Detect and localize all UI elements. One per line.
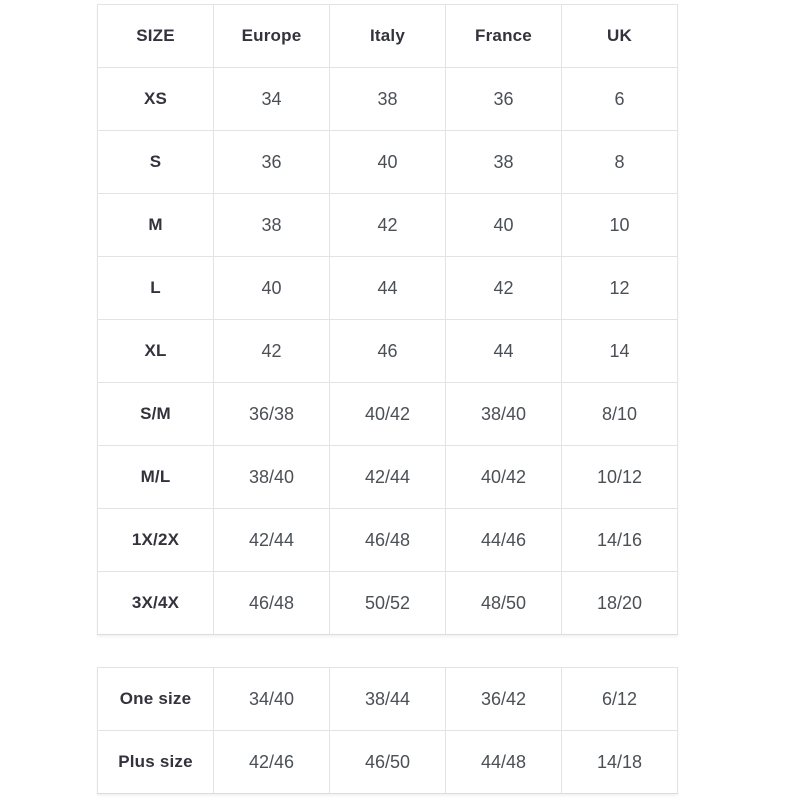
size-value: 14 [562,320,678,383]
size-value: 10 [562,194,678,257]
size-label: XL [98,320,214,383]
size-value: 18/20 [562,572,678,635]
size-value: 44/46 [446,509,562,572]
size-value: 38 [330,68,446,131]
size-value: 40 [214,257,330,320]
size-value: 44/48 [446,731,562,794]
size-label: 3X/4X [98,572,214,635]
table-row-m [98,194,678,257]
size-value: 40 [446,194,562,257]
size-value: 6/12 [562,668,678,731]
size-label: M/L [98,446,214,509]
size-value: 36 [446,68,562,131]
size-label: 1X/2X [98,509,214,572]
table-header-row [98,5,678,68]
size-value: 46 [330,320,446,383]
size-value: 44 [446,320,562,383]
column-header-uk: UK [562,5,678,68]
size-value: 44 [330,257,446,320]
size-label: S [98,131,214,194]
column-header-italy: Italy [330,5,446,68]
table-row-1x2x [98,509,678,572]
size-value: 38/40 [446,383,562,446]
table-row-xs [98,68,678,131]
size-label: XS [98,68,214,131]
size-value: 42 [330,194,446,257]
size-value: 40 [330,131,446,194]
column-header-france: France [446,5,562,68]
size-value: 42/44 [214,509,330,572]
size-value: 40/42 [330,383,446,446]
size-value: 14/16 [562,509,678,572]
size-value: 42/44 [330,446,446,509]
size-label: Plus size [98,731,214,794]
size-value: 14/18 [562,731,678,794]
size-label: One size [98,668,214,731]
column-header-size: SIZE [98,5,214,68]
size-value: 48/50 [446,572,562,635]
size-value: 36/38 [214,383,330,446]
size-value: 38 [446,131,562,194]
table-row-ml [98,446,678,509]
size-value: 38/44 [330,668,446,731]
size-conversion-table [97,4,678,635]
size-value: 46/50 [330,731,446,794]
size-value: 10/12 [562,446,678,509]
size-value: 36 [214,131,330,194]
table-row-l [98,257,678,320]
size-value: 8/10 [562,383,678,446]
size-value: 40/42 [446,446,562,509]
size-value: 46/48 [214,572,330,635]
column-header-europe: Europe [214,5,330,68]
size-value: 38 [214,194,330,257]
size-value: 12 [562,257,678,320]
size-value: 36/42 [446,668,562,731]
table-row-s [98,131,678,194]
table-row-xl [98,320,678,383]
table-row-sm [98,383,678,446]
size-value: 50/52 [330,572,446,635]
size-value: 6 [562,68,678,131]
size-value: 34/40 [214,668,330,731]
table-row-one-size [98,668,678,731]
size-label: M [98,194,214,257]
size-value: 46/48 [330,509,446,572]
size-label: L [98,257,214,320]
size-value: 42 [214,320,330,383]
size-value: 34 [214,68,330,131]
size-value: 38/40 [214,446,330,509]
size-label: S/M [98,383,214,446]
table-row-3x4x [98,572,678,635]
special-size-conversion-table [97,667,678,794]
table-row-plus-size [98,731,678,794]
size-value: 8 [562,131,678,194]
size-value: 42 [446,257,562,320]
size-value: 42/46 [214,731,330,794]
